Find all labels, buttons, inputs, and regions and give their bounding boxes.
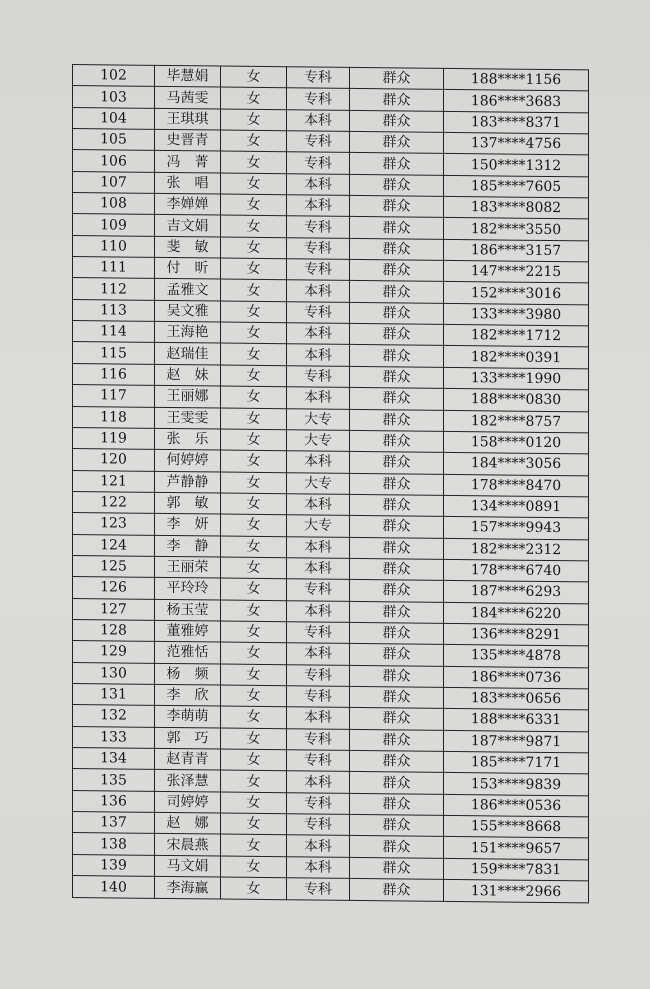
name-cell: 李海赢: [155, 876, 221, 899]
education-cell: 大专: [287, 472, 350, 494]
education-cell: 本科: [287, 451, 350, 473]
education-cell: 大专: [287, 430, 350, 452]
name-cell: 斐 敏: [155, 236, 221, 258]
name-cell: 李 欣: [155, 684, 221, 706]
gender-cell: 女: [221, 536, 287, 558]
education-cell: 专科: [287, 237, 350, 259]
row-number-cell: 118: [73, 406, 155, 428]
row-number-cell: 109: [73, 214, 155, 236]
row-number-cell: 131: [73, 683, 155, 705]
phone-cell: 178****8470: [444, 474, 589, 497]
phone-cell: 187****6293: [444, 581, 589, 604]
gender-cell: 女: [221, 706, 287, 728]
gender-cell: 女: [221, 215, 287, 237]
political-status-cell: 群众: [350, 473, 444, 495]
row-number-cell: 137: [73, 812, 155, 834]
education-cell: 本科: [287, 323, 350, 345]
gender-cell: 女: [221, 813, 287, 835]
row-number-cell: 117: [73, 385, 155, 407]
phone-cell: 182****1712: [444, 325, 589, 348]
political-status-cell: 群众: [350, 281, 444, 303]
education-cell: 专科: [287, 878, 350, 901]
row-number-cell: 132: [73, 705, 155, 727]
phone-cell: 183****0656: [444, 687, 589, 710]
political-status-cell: 群众: [350, 750, 444, 772]
name-cell: 赵 妹: [155, 364, 221, 386]
name-cell: 付 昕: [155, 257, 221, 279]
political-status-cell: 群众: [350, 558, 444, 580]
phone-cell: 186****0536: [444, 794, 589, 817]
table-row: [73, 876, 589, 903]
education-cell: 专科: [287, 728, 350, 750]
row-number-cell: 119: [73, 427, 155, 449]
political-status-cell: 群众: [350, 324, 444, 346]
name-cell: 冯 菁: [155, 151, 221, 173]
education-cell: 本科: [287, 707, 350, 729]
gender-cell: 女: [221, 600, 287, 622]
name-cell: 李 静: [155, 535, 221, 557]
row-number-cell: 114: [73, 321, 155, 343]
name-cell: 吴文雅: [155, 300, 221, 322]
education-cell: 本科: [287, 600, 350, 622]
political-status-cell: 群众: [350, 836, 444, 858]
political-status-cell: 群众: [350, 153, 444, 175]
name-cell: 杨玉莹: [155, 599, 221, 621]
name-cell: 吉文娟: [155, 215, 221, 237]
row-number-cell: 110: [73, 235, 155, 257]
phone-cell: 183****8371: [444, 111, 589, 134]
name-cell: 董雅婷: [155, 620, 221, 642]
row-number-cell: 125: [73, 555, 155, 577]
education-cell: 本科: [287, 280, 350, 302]
name-cell: 马茜雯: [155, 87, 221, 109]
phone-cell: 188****6331: [444, 709, 589, 732]
gender-cell: 女: [221, 493, 287, 515]
name-cell: 杨 频: [155, 663, 221, 685]
name-cell: 郭 巧: [155, 727, 221, 749]
name-cell: 王琪琪: [155, 108, 221, 130]
education-cell: 专科: [287, 259, 350, 281]
gender-cell: 女: [221, 408, 287, 430]
phone-cell: 147****2215: [444, 260, 589, 283]
gender-cell: 女: [221, 151, 287, 173]
political-status-cell: 群众: [350, 601, 444, 623]
education-cell: 专科: [287, 750, 350, 772]
row-number-cell: 138: [73, 833, 155, 855]
row-number-cell: 116: [73, 363, 155, 385]
political-status-cell: 群众: [350, 345, 444, 367]
gender-cell: 女: [221, 173, 287, 195]
political-status-cell: 群众: [350, 814, 444, 836]
phone-cell: 157****9943: [444, 517, 589, 540]
phone-cell: 133****3980: [444, 303, 589, 326]
name-cell: 王丽娜: [155, 386, 221, 408]
gender-cell: 女: [221, 344, 287, 366]
row-number-cell: 139: [73, 854, 155, 876]
gender-cell: 女: [221, 578, 287, 600]
political-status-cell: 群众: [350, 686, 444, 708]
row-number-cell: 130: [73, 662, 155, 684]
name-cell: 李婵婵: [155, 193, 221, 215]
gender-cell: 女: [221, 621, 287, 643]
name-cell: 赵 娜: [155, 812, 221, 834]
member-table: [72, 64, 589, 903]
phone-cell: 186****0736: [444, 666, 589, 689]
gender-cell: 女: [221, 877, 287, 900]
name-cell: 司婷婷: [155, 791, 221, 813]
education-cell: 本科: [287, 109, 350, 131]
gender-cell: 女: [221, 66, 287, 88]
education-cell: 专科: [287, 622, 350, 644]
gender-cell: 女: [221, 258, 287, 280]
name-cell: 王海艳: [155, 321, 221, 343]
education-cell: 本科: [287, 771, 350, 793]
row-number-cell: 123: [73, 513, 155, 535]
political-status-cell: 群众: [350, 665, 444, 687]
gender-cell: 女: [221, 728, 287, 750]
education-cell: 本科: [287, 835, 350, 857]
political-status-cell: 群众: [350, 644, 444, 666]
row-number-cell: 104: [73, 107, 155, 129]
phone-cell: 134****0891: [444, 495, 589, 518]
education-cell: 本科: [287, 494, 350, 516]
gender-cell: 女: [221, 194, 287, 216]
phone-cell: 185****7605: [444, 175, 589, 198]
gender-cell: 女: [221, 301, 287, 323]
row-number-cell: 108: [73, 193, 155, 215]
education-cell: 本科: [287, 856, 350, 878]
gender-cell: 女: [221, 642, 287, 664]
political-status-cell: 群众: [350, 238, 444, 260]
phone-cell: 182****0391: [444, 346, 589, 369]
row-number-cell: 136: [73, 790, 155, 812]
name-cell: 王丽荣: [155, 556, 221, 578]
name-cell: 张 乐: [155, 428, 221, 450]
phone-cell: 133****1990: [444, 367, 589, 390]
political-status-cell: 群众: [350, 708, 444, 730]
row-number-cell: 102: [73, 65, 155, 87]
political-status-cell: 群众: [350, 537, 444, 559]
gender-cell: 女: [221, 130, 287, 152]
row-number-cell: 129: [73, 641, 155, 663]
education-cell: 专科: [287, 131, 350, 153]
name-cell: 赵瑞佳: [155, 343, 221, 365]
name-cell: 何婷婷: [155, 450, 221, 472]
name-cell: 史晋青: [155, 129, 221, 151]
phone-cell: 188****0830: [444, 389, 589, 412]
gender-cell: 女: [221, 322, 287, 344]
row-number-cell: 140: [73, 876, 155, 899]
gender-cell: 女: [221, 664, 287, 686]
education-cell: 专科: [287, 366, 350, 388]
phone-cell: 186****3157: [444, 239, 589, 262]
phone-cell: 151****9657: [444, 837, 589, 860]
phone-cell: 186****3683: [444, 90, 589, 113]
political-status-cell: 群众: [350, 131, 444, 153]
political-status-cell: 群众: [350, 772, 444, 794]
gender-cell: 女: [221, 237, 287, 259]
political-status-cell: 群众: [350, 195, 444, 217]
name-cell: 王雯雯: [155, 407, 221, 429]
political-status-cell: 群众: [350, 302, 444, 324]
political-status-cell: 群众: [350, 67, 444, 89]
row-number-cell: 122: [73, 491, 155, 513]
education-cell: 本科: [287, 558, 350, 580]
name-cell: 毕慧娟: [155, 65, 221, 87]
phone-cell: 178****6740: [444, 559, 589, 582]
phone-cell: 155****8668: [444, 815, 589, 838]
political-status-cell: 群众: [350, 452, 444, 474]
phone-cell: 182****3550: [444, 218, 589, 241]
name-cell: 平玲玲: [155, 578, 221, 600]
name-cell: 范雅恬: [155, 642, 221, 664]
row-number-cell: 111: [73, 257, 155, 279]
phone-cell: 159****7831: [444, 858, 589, 881]
row-number-cell: 126: [73, 577, 155, 599]
phone-cell: 187****9871: [444, 730, 589, 753]
gender-cell: 女: [221, 87, 287, 109]
gender-cell: 女: [221, 429, 287, 451]
political-status-cell: 群众: [350, 580, 444, 602]
gender-cell: 女: [221, 450, 287, 472]
row-number-cell: 120: [73, 449, 155, 471]
education-cell: 大专: [287, 515, 350, 537]
name-cell: 张泽慧: [155, 770, 221, 792]
political-status-cell: 群众: [350, 430, 444, 452]
member-table-body: [73, 65, 589, 903]
gender-cell: 女: [221, 365, 287, 387]
row-number-cell: 121: [73, 470, 155, 492]
row-number-cell: 105: [73, 129, 155, 151]
gender-cell: 女: [221, 749, 287, 771]
name-cell: 李萌萌: [155, 706, 221, 728]
row-number-cell: 127: [73, 598, 155, 620]
roster-sheet: [72, 64, 588, 903]
name-cell: 赵青青: [155, 748, 221, 770]
phone-cell: 184****6220: [444, 602, 589, 625]
phone-cell: 182****2312: [444, 538, 589, 561]
education-cell: 本科: [287, 195, 350, 217]
name-cell: 孟雅文: [155, 279, 221, 301]
row-number-cell: 133: [73, 726, 155, 748]
name-cell: 李 妍: [155, 514, 221, 536]
political-status-cell: 群众: [350, 494, 444, 516]
education-cell: 本科: [287, 643, 350, 665]
education-cell: 大专: [287, 408, 350, 430]
phone-cell: 183****8082: [444, 196, 589, 219]
education-cell: 专科: [287, 67, 350, 89]
education-cell: 专科: [287, 579, 350, 601]
gender-cell: 女: [221, 279, 287, 301]
name-cell: 张 唱: [155, 172, 221, 194]
row-number-cell: 107: [73, 171, 155, 193]
row-number-cell: 106: [73, 150, 155, 172]
education-cell: 专科: [287, 686, 350, 708]
phone-cell: 182****8757: [444, 410, 589, 433]
political-status-cell: 群众: [350, 366, 444, 388]
political-status-cell: 群众: [350, 110, 444, 132]
name-cell: 马文娟: [155, 855, 221, 877]
gender-cell: 女: [221, 792, 287, 814]
gender-cell: 女: [221, 856, 287, 878]
row-number-cell: 103: [73, 86, 155, 108]
phone-cell: 153****9839: [444, 773, 589, 796]
phone-cell: 150****1312: [444, 154, 589, 177]
political-status-cell: 群众: [350, 878, 444, 901]
education-cell: 专科: [287, 792, 350, 814]
phone-cell: 184****3056: [444, 453, 589, 476]
phone-cell: 135****4878: [444, 645, 589, 668]
phone-cell: 137****4756: [444, 132, 589, 155]
gender-cell: 女: [221, 834, 287, 856]
political-status-cell: 群众: [350, 388, 444, 410]
row-number-cell: 124: [73, 534, 155, 556]
education-cell: 专科: [287, 88, 350, 110]
gender-cell: 女: [221, 557, 287, 579]
gender-cell: 女: [221, 109, 287, 131]
education-cell: 专科: [287, 216, 350, 238]
political-status-cell: 群众: [350, 174, 444, 196]
phone-cell: 188****1156: [444, 68, 589, 91]
political-status-cell: 群众: [350, 857, 444, 879]
political-status-cell: 群众: [350, 622, 444, 644]
name-cell: 芦静静: [155, 471, 221, 493]
gender-cell: 女: [221, 472, 287, 494]
row-number-cell: 115: [73, 342, 155, 364]
education-cell: 专科: [287, 302, 350, 324]
education-cell: 本科: [287, 387, 350, 409]
political-status-cell: 群众: [350, 793, 444, 815]
phone-cell: 185****7171: [444, 751, 589, 774]
gender-cell: 女: [221, 514, 287, 536]
political-status-cell: 群众: [350, 516, 444, 538]
row-number-cell: 134: [73, 748, 155, 770]
row-number-cell: 135: [73, 769, 155, 791]
gender-cell: 女: [221, 386, 287, 408]
phone-cell: 131****2966: [444, 879, 589, 902]
education-cell: 本科: [287, 173, 350, 195]
row-number-cell: 128: [73, 619, 155, 641]
education-cell: 本科: [287, 344, 350, 366]
education-cell: 专科: [287, 152, 350, 174]
name-cell: 宋晨燕: [155, 834, 221, 856]
political-status-cell: 群众: [350, 259, 444, 281]
education-cell: 专科: [287, 664, 350, 686]
row-number-cell: 112: [73, 278, 155, 300]
phone-cell: 136****8291: [444, 623, 589, 646]
gender-cell: 女: [221, 770, 287, 792]
row-number-cell: 113: [73, 299, 155, 321]
phone-cell: 158****0120: [444, 431, 589, 454]
gender-cell: 女: [221, 685, 287, 707]
education-cell: 本科: [287, 536, 350, 558]
phone-cell: 152****3016: [444, 282, 589, 305]
political-status-cell: 群众: [350, 89, 444, 111]
political-status-cell: 群众: [350, 409, 444, 431]
name-cell: 郭 敏: [155, 492, 221, 514]
political-status-cell: 群众: [350, 729, 444, 751]
education-cell: 专科: [287, 814, 350, 836]
political-status-cell: 群众: [350, 217, 444, 239]
